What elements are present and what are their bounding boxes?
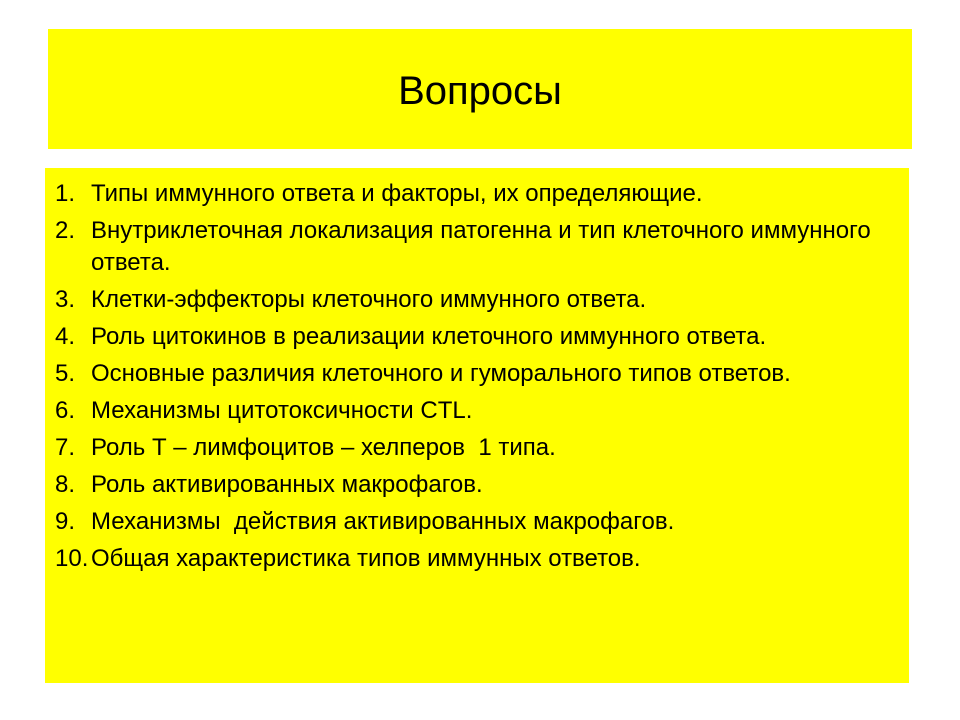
question-item bbox=[55, 321, 899, 353]
question-text: Внутриклеточная локализация патогенна и тип клеточного иммунного ответа. bbox=[91, 217, 878, 276]
question-item bbox=[55, 215, 899, 279]
question-text: Клетки-эффекторы клеточного иммунного ответа. bbox=[91, 286, 647, 313]
question-text: Механизмы цитотоксичности CTL. bbox=[91, 397, 473, 424]
question-item bbox=[55, 543, 899, 575]
question-number: 3. bbox=[55, 286, 76, 313]
question-number: 6. bbox=[55, 397, 76, 424]
questions-box bbox=[45, 168, 909, 683]
question-item bbox=[55, 506, 899, 538]
question-item bbox=[55, 469, 899, 501]
question-number: 1. bbox=[55, 180, 76, 207]
question-item bbox=[55, 358, 899, 390]
question-text: Роль цитокинов в реализации клеточного иммунного ответа. bbox=[91, 323, 767, 350]
question-text: Общая характеристика типов иммунных ответов. bbox=[91, 545, 641, 572]
question-number: 8. bbox=[55, 471, 76, 498]
question-item bbox=[55, 395, 899, 427]
question-number: 2. bbox=[55, 217, 76, 244]
question-number: 5. bbox=[55, 360, 76, 387]
question-number: 4. bbox=[55, 323, 76, 350]
question-text: Типы иммунного ответа и факторы, их определяющие. bbox=[91, 180, 703, 207]
question-number: 9. bbox=[55, 508, 76, 535]
question-text: Роль активированных макрофагов. bbox=[91, 471, 483, 498]
question-item bbox=[55, 178, 899, 210]
question-text: Механизмы действия активированных макрофагов. bbox=[91, 508, 675, 535]
question-item bbox=[55, 284, 899, 316]
slide-title: Вопросы bbox=[398, 69, 562, 113]
title-box bbox=[48, 29, 912, 149]
question-text: Роль Т – лимфоцитов – хелперов 1 типа. bbox=[91, 434, 556, 461]
question-text: Основные различия клеточного и гуморального типов ответов. bbox=[91, 360, 791, 387]
question-number: 10. bbox=[55, 545, 89, 572]
question-number: 7. bbox=[55, 434, 76, 461]
question-item bbox=[55, 432, 899, 464]
questions-list bbox=[55, 178, 899, 580]
